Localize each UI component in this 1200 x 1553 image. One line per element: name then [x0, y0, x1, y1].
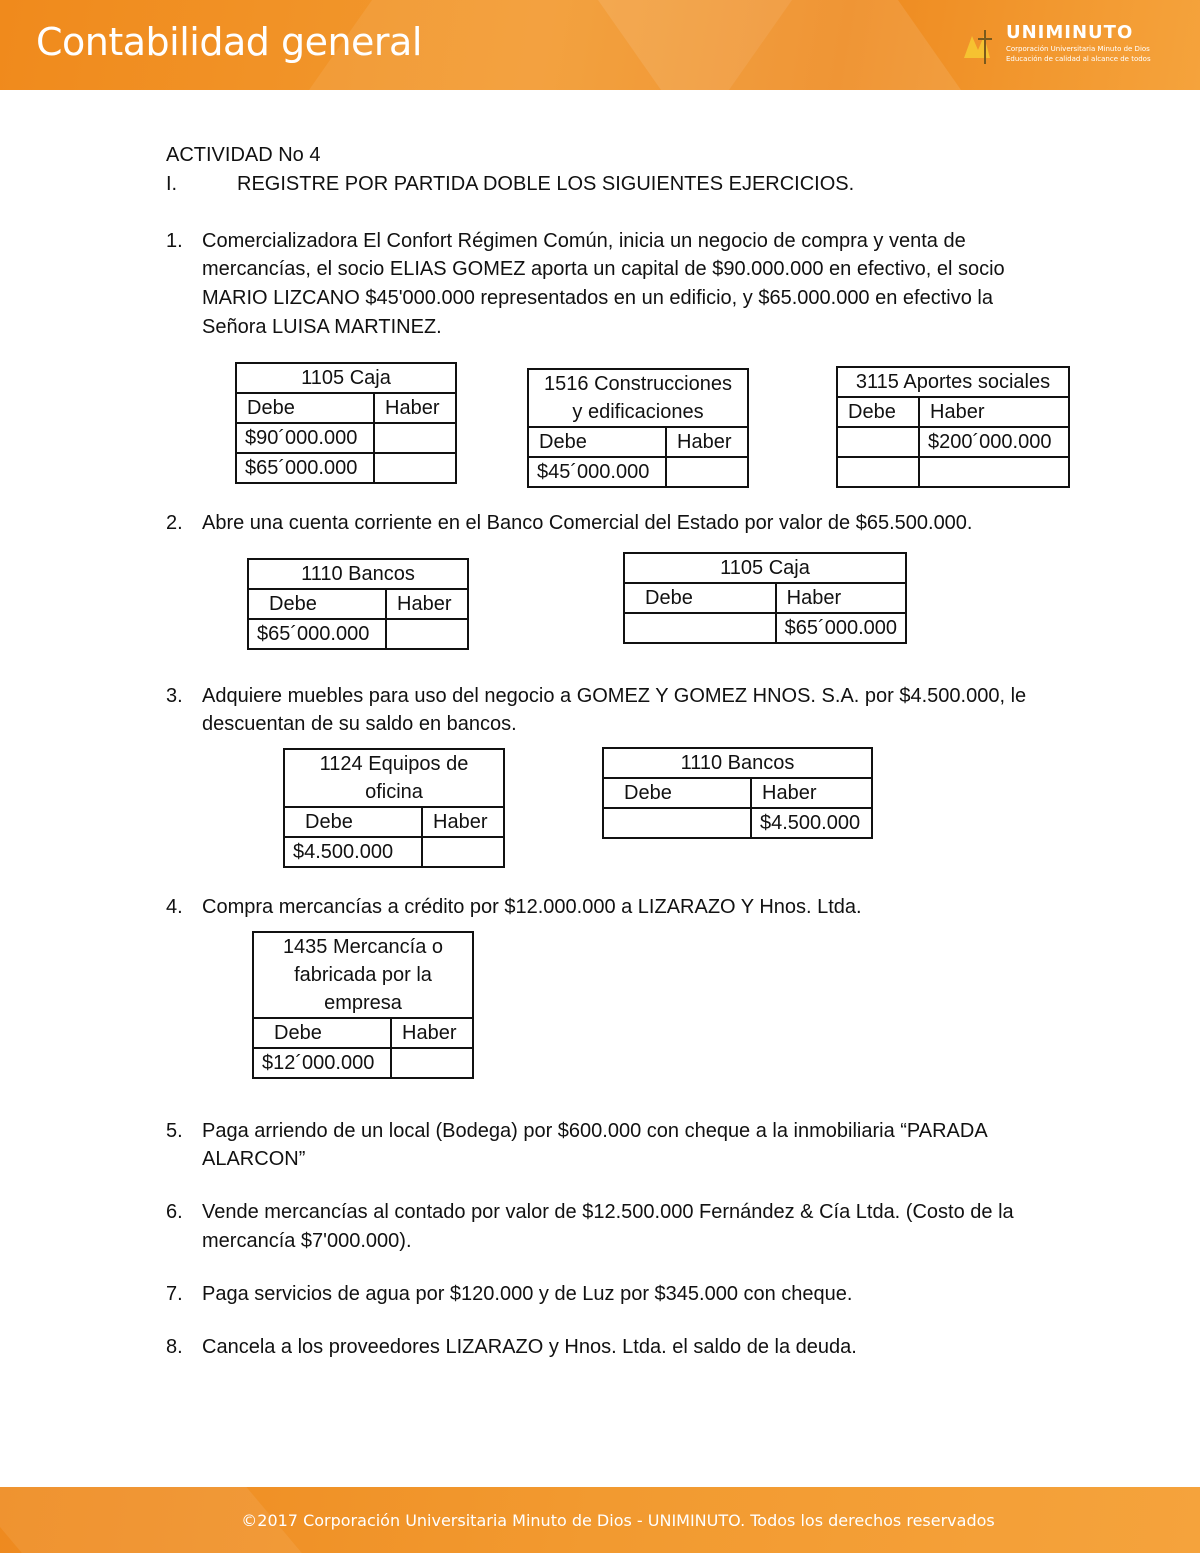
t-account-bancos-2: [602, 747, 873, 839]
haber-header: Haber: [776, 583, 906, 613]
debe-header: Debe: [624, 583, 776, 613]
debe-cell: $65´000.000: [248, 619, 386, 649]
haber-cell: [386, 619, 468, 649]
item-number: 7.: [166, 1283, 183, 1305]
haber-cell: [391, 1048, 473, 1078]
item-number: 5.: [166, 1120, 183, 1142]
footer-copyright: ©2017 Corporación Universitaria Minuto de Dios - UNIMINUTO. Todos los derechos reservados: [241, 1511, 995, 1530]
item-number: 8.: [166, 1336, 183, 1358]
debe-header: Debe: [236, 393, 374, 423]
item-3-line-1: Adquiere muebles para uso del negocio a GOMEZ Y GOMEZ HNOS. S.A. por $4.500.000, le: [202, 685, 1027, 707]
account-title: 1110 Bancos: [603, 748, 872, 778]
activity-instruction: REGISTRE POR PARTIDA DOBLE LOS SIGUIENTES EJERCICIOS.: [237, 173, 855, 195]
account-title: 1105 Caja: [236, 363, 456, 393]
debe-header: Debe: [837, 397, 919, 427]
haber-cell: $200´000.000: [919, 427, 1069, 457]
item-3-line-2: descuentan de su saldo en bancos.: [202, 713, 517, 735]
item-2-line-1: Abre una cuenta corriente en el Banco Comercial del Estado por valor de $65.500.000.: [202, 512, 973, 534]
item-number: 6.: [166, 1201, 183, 1223]
t-account-mercancia: [252, 931, 474, 1079]
haber-header: Haber: [751, 778, 872, 808]
account-title: 3115 Aportes sociales: [837, 367, 1069, 397]
header-title: Contabilidad general: [36, 20, 422, 64]
debe-cell: $4.500.000: [284, 837, 422, 867]
item-1-line-3: MARIO LIZCANO $45'000.000 representados en un edificio, y $65.000.000 en efectivo la: [202, 287, 993, 309]
account-title: 1435 Mercancía o fabricada por la empresa: [253, 932, 473, 1018]
account-title: 1105 Caja: [624, 553, 906, 583]
debe-cell: $45´000.000: [528, 457, 666, 487]
t-account-caja: [235, 362, 457, 484]
logo-brand: UNIMINUTO: [1006, 22, 1134, 43]
haber-cell: $4.500.000: [751, 808, 872, 838]
haber-header: Haber: [391, 1018, 473, 1048]
haber-cell: [422, 837, 504, 867]
haber-cell: [666, 457, 748, 487]
t-account-aportes: [836, 366, 1070, 488]
logo-line1: Corporación Universitaria Minuto de Dios: [1006, 45, 1150, 53]
debe-header: Debe: [284, 807, 422, 837]
debe-cell: $65´000.000: [236, 453, 374, 483]
haber-cell: [374, 423, 456, 453]
item-7-line-1: Paga servicios de agua por $120.000 y de Luz por $345.000 con cheque.: [202, 1283, 853, 1305]
haber-header: Haber: [666, 427, 748, 457]
debe-header: Debe: [603, 778, 751, 808]
debe-header: Debe: [248, 589, 386, 619]
item-1-line-2: mercancías, el socio ELIAS GOMEZ aporta un capital de $90.000.000 en efectivo, el socio: [202, 258, 1005, 280]
debe-header: Debe: [528, 427, 666, 457]
item-1-line-4: Señora LUISA MARTINEZ.: [202, 316, 442, 338]
debe-cell: [603, 808, 751, 838]
activity-title: ACTIVIDAD No 4: [166, 144, 321, 166]
haber-header: Haber: [422, 807, 504, 837]
item-number: 3.: [166, 685, 183, 707]
t-account-bancos: [247, 558, 469, 650]
activity-roman: I.: [166, 173, 178, 195]
debe-cell: $12´000.000: [253, 1048, 391, 1078]
logo-line2: Educación de calidad al alcance de todos: [1006, 55, 1151, 63]
item-number: 1.: [166, 230, 183, 252]
account-title: 1516 Construcciones y edificaciones: [528, 369, 748, 427]
item-8-line-1: Cancela a los proveedores LIZARAZO y Hnos. Ltda. el saldo de la deuda.: [202, 1336, 857, 1358]
item-4-line-1: Compra mercancías a crédito por $12.000.000 a LIZARAZO Y Hnos. Ltda.: [202, 896, 862, 918]
item-5-line-1: Paga arriendo de un local (Bodega) por $600.000 con cheque a la inmobiliaria “PARADA: [202, 1120, 988, 1142]
debe-header: Debe: [253, 1018, 391, 1048]
haber-cell: [374, 453, 456, 483]
haber-header: Haber: [374, 393, 456, 423]
item-1-line-1: Comercializadora El Confort Régimen Común, inicia un negocio de compra y venta de: [202, 230, 966, 252]
page-footer: [0, 1487, 1200, 1553]
debe-cell: [624, 613, 776, 643]
item-6-line-1: Vende mercancías al contado por valor de $12.500.000 Fernández & Cía Ltda. (Costo de la: [202, 1201, 1014, 1223]
account-title: 1110 Bancos: [248, 559, 468, 589]
item-number: 4.: [166, 896, 183, 918]
t-account-equipos: [283, 748, 505, 868]
t-account-caja-2: [623, 552, 907, 644]
item-number: 2.: [166, 512, 183, 534]
item-6-line-2: mercancía $7'000.000).: [202, 1230, 412, 1252]
debe-cell: [837, 427, 919, 457]
haber-cell: [919, 457, 1069, 487]
debe-cell: [837, 457, 919, 487]
haber-cell: $65´000.000: [776, 613, 906, 643]
item-5-line-2: ALARCON”: [202, 1148, 306, 1170]
debe-cell: $90´000.000: [236, 423, 374, 453]
account-title: 1124 Equipos de oficina: [284, 749, 504, 807]
haber-header: Haber: [919, 397, 1069, 427]
t-account-construcciones: [527, 368, 749, 488]
haber-header: Haber: [386, 589, 468, 619]
